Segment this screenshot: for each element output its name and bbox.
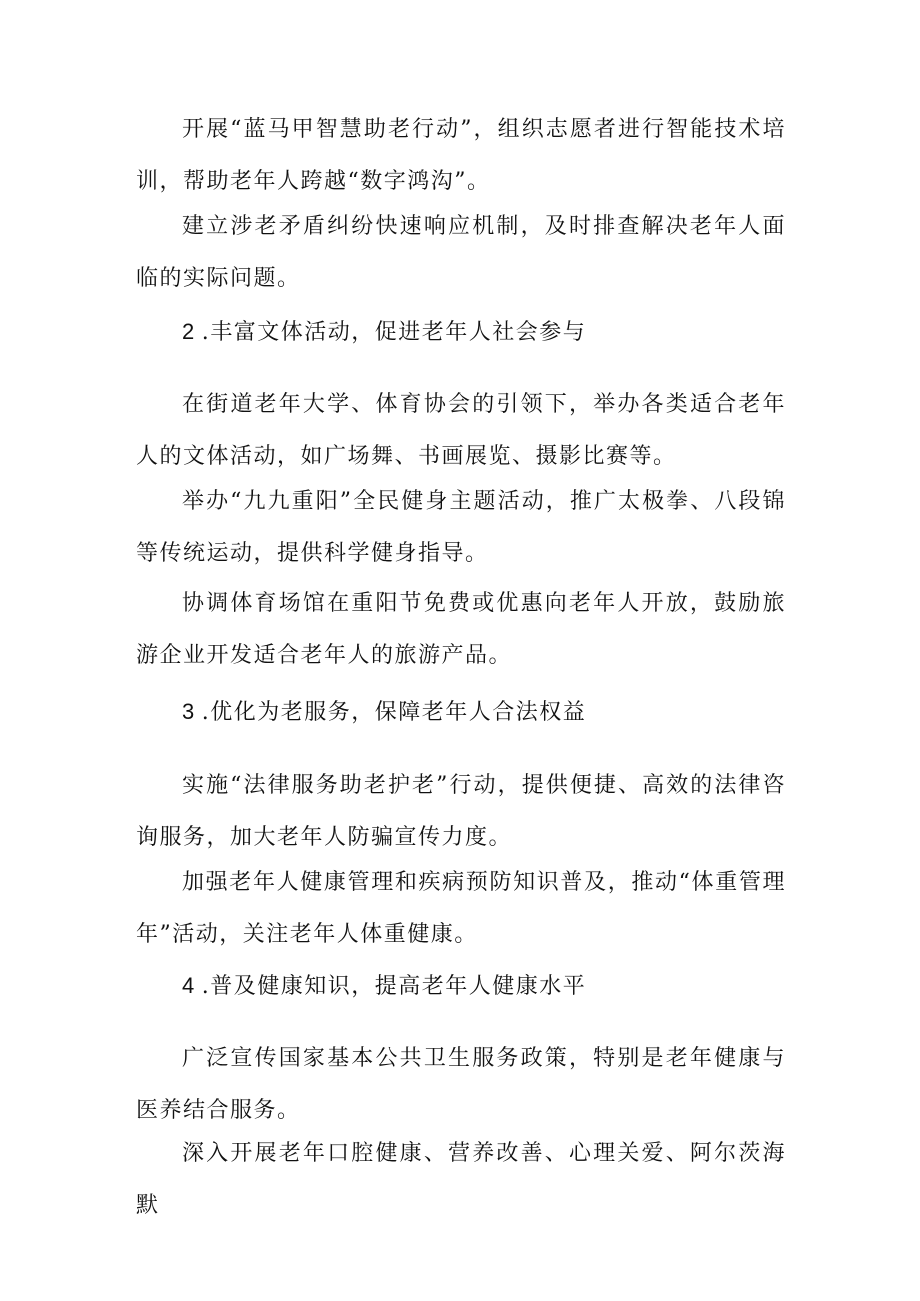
paragraph-fitness-event: 举办“九九重阳”全民健身主题活动，推广太极拳、八段锦等传统运动，提供科学健身指导。 (136, 489, 786, 566)
paragraph-venue-access: 协调体育场馆在重阳节免费或优惠向老年人开放，鼓励旅游企业开发适合老年人的旅游产品。 (136, 591, 786, 668)
section-number: 2 (182, 319, 196, 344)
section-number: 3 (182, 699, 196, 724)
paragraph-cultural-activities: 在街道老年大学、体育协会的引领下，举办各类适合老年人的文体活动，如广场舞、书画展览、摄影比赛等。 (136, 392, 786, 469)
paragraph-health-policy: 广泛宣传国家基本公共卫生服务政策，特别是老年健康与医养结合服务。 (136, 1046, 786, 1123)
paragraph-elderly-care-programs: 深入开展老年口腔健康、营养改善、心理关爱、阿尔茨海默 (136, 1141, 786, 1218)
section-number: 4 (182, 973, 196, 998)
paragraph-health-management: 加强老年人健康管理和疾病预防知识普及，推动“体重管理年”活动，关注老年人体重健康。 (136, 870, 786, 947)
paragraph-dispute-response: 建立涉老矛盾纠纷快速响应机制，及时排查解决老年人面临的实际问题。 (136, 214, 786, 291)
section-title: .优化为老服务，保障老年人合法权益 (201, 700, 587, 725)
paragraph-legal-services: 实施“法律服务助老护老”行动，提供便捷、高效的法律咨询服务，加大老年人防骗宣传力度。 (136, 773, 786, 850)
section-heading-3 (182, 686, 586, 739)
section-heading-2 (182, 306, 586, 359)
section-title: .丰富文体活动，促进老年人社会参与 (201, 320, 587, 345)
section-title: .普及健康知识，提高老年人健康水平 (201, 974, 587, 999)
paragraph-smart-elderly-action: 开展“蓝马甲智慧助老行动”，组织志愿者进行智能技术培训，帮助老年人跨越“数字鸿沟”。 (136, 117, 786, 194)
section-heading-4 (182, 960, 586, 1013)
